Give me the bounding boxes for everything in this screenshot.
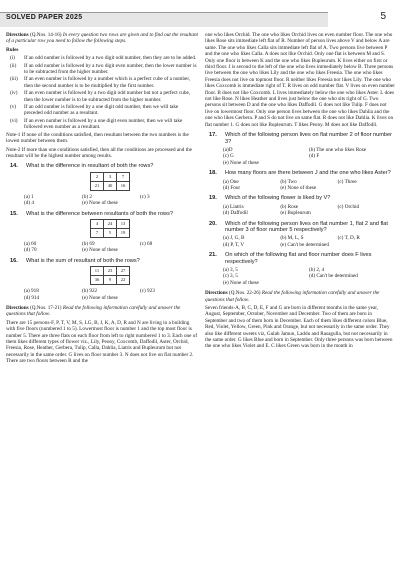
right-column [205,32,395,352]
option: (c) G [223,153,234,160]
option: (a) 918 [24,288,39,295]
question-15: 15. What is the difference between resultants of both the rows? [10,210,173,217]
option: (c) Orchid [337,203,360,210]
option: (a) One [223,178,239,185]
options [6,288,198,301]
grid-cell: 16 [117,181,130,190]
rule-item: (iv) If an even number is followed by a two digit odd number but not a perfect cube, then the lower number is to be subtracted from the higher number. [10,90,191,103]
option: (e) None of these [280,184,317,191]
option: (c) Three [337,178,357,185]
grid-cell: 40 [104,181,117,190]
option: (d) P, T, V [223,241,245,248]
grid-cell: 24 [104,219,117,228]
options [205,147,395,166]
question-21: 21. On which of the following flat and floor number does F lives respectively? [209,252,372,265]
question-18: 18. How many floors are there between J and the one who likes Aster? [209,170,391,177]
grid-cell: 7 [117,172,130,181]
option: (c) 68 [140,240,153,247]
grid-cell: 13 [117,219,130,228]
option: (d) F [309,153,320,160]
option: (b) The one who likes Rose [309,146,367,153]
puzzle-continuation: one who likes Orchid. The one who likes Orchid lives on even number floor. The one who likes Rose sits immediate left flat of R. Number of person lives above V and below A are same. The one who likes Calla sits immediate left flat of A. Two persons live between P and the one who likes Calla. A does not like Orchid. Only one flat is between M and S. Only one floor is between K and the one who likes Bupleurum. K lives either on first or third floor. J is second to the left of the one who lives immediately below B. Three persons live between the one who likes Lily and the one who likes Freesia. The one who likes Freesia does not live on topmost floor. R neither likes Freesia nor likes Lily. The one who likes Coxcomb is immediate right of T. R lives on odd number flat. V lives on even number floor. B does not like Coxcomb. L lives immediately below the one who likes Aster. L does not like Rose. N likes Heather and lives just below the one who sits right of G. Two persons sit between D and the one who likes Daffodil. G does not like Tulip. F does not live on lowermost floor. Only one person lives between the one who likes Dahlia and the one who likes Gerbera. P and S do not live on same flat. R does not like Dahlia. K lives on flat number 1. G does not like Bupleurum. T likes Peony. M does not like Daffodil. [205,32,395,128]
grid-cell: 22 [117,276,130,285]
options [205,179,395,192]
option: (c) 3, 5 [223,273,238,280]
option: (e) None of these [223,279,259,286]
option: (e) None of these [223,159,259,166]
option: (c) 3 [140,193,150,200]
number-grid [90,172,130,191]
option: (c) T, D, R [337,235,360,242]
number-grid [90,266,130,285]
rules-title: Rules [6,46,19,53]
grid-cell: 21 [91,181,104,190]
option: (b) Rose [280,203,299,210]
directions-22-26: Directions (Q.Nos. 22-26) Read the following information carefully and answer the questions that follow. [205,290,380,303]
note-1: Note-1 If none of the conditions satisfied, then resultant between the two numbers is the lowest number between them. [6,131,189,145]
options [205,267,395,286]
question-16: 16. What is the sum of resultant of both the rows? [10,257,140,264]
option: (d) 70 [24,247,37,254]
option: (e) None of these [82,247,118,254]
question-17: 17. Which of the following person lives on flat number 2 of floor number 3? [209,132,392,145]
question-19: 19. Which of the following flower is liked by V? [209,195,331,202]
option: (d) 914 [24,294,40,301]
option: (d) Can't be determined [309,273,358,280]
option: (b) M, L, S [280,235,304,242]
grid-cell: 9 [104,276,117,285]
rule-item: (vi) If an even number is followed by a one digit even number, then we will take followed even number as a resultant. [10,117,183,131]
left-column [6,32,198,367]
options [205,235,395,248]
grid-cell: 23 [104,267,117,276]
option: (a)D [223,146,233,153]
page-header [0,0,400,26]
directions-14-16: Directions (Q.Nos. 14-16) In every question two rows are given and to find out the resultant of a particular row you need to follow the following steps. [6,32,198,45]
option: (e) None of these [82,294,118,301]
directions-17-21: Directions (Q.Nos. 17-21) Read the following information carefully and answer the questions that follow. [6,304,181,318]
grid-cell: 3 [104,172,117,181]
puzzle-text: There are 15 persons-F, P, T, V, M, S, LG, B, J, K, A, D, R and N are living in a building with five floors (numbered 1 to 5). Lowermost floor is number 1 and the top most floor is number 5. There are three flats on each floor from left to right numbered 1 to 3. Each one of them likes different types of flower viz., Lily, Peony, Coxcomb, Daffodil, Aster, Orchid, Freesia, Rose, Heather, Gerbera, Tulip, Calla, Dahlia, Liatris and Bupleurum but not necessarily in the same order. G lives on floor number 3. N does not live on flat number 2. There are two floors between R and the [6,319,198,365]
rule-item: (i) If an odd number is followed by a two digit odd number, then they are to be added. [10,55,197,62]
question-20: 20. Which of the following person lives on flat number 1, flat 2 and flat number 3 of floor number 5 respectively? [209,220,388,233]
options [205,204,395,217]
grid-cell: 7 [91,228,104,237]
option: (e) Bupleurum [280,210,311,217]
option: (a) 60 [24,240,37,247]
options [6,194,198,207]
grid-cell: 19 [117,228,130,237]
option: (b) 922 [82,288,98,295]
option: (b) 2, 4 [309,267,325,273]
page-number: 5 [380,11,386,22]
option: (a) 1 [24,193,34,200]
number-grid [90,219,130,238]
grid-cell: 4 [91,219,104,228]
option: (b) Two [280,178,297,185]
option: (b) 2 [82,193,92,200]
puzzle-text: Seven friends-A, B, C, D, E, F and G are born in different months in the same year, August, September, October, November and December. Two of them are born in September and two of them born in December. Each of them likes different colors Blue, Red, Violet, Yellow, Green, Pink and Orange, but not necessarily in the same order. They also like different sweets viz, Gulab Jamun, Laddu and Rasagulla, but not necessarily in the same order. G likes Blue and born in September. Only three persons was born between the one who likes Violet and E. C likes Green was born in the month in [205,305,393,350]
paper-title: SOLVED PAPER 2025 [6,14,83,21]
rule-item: (ii) If an odd number is followed by a two digit even number, then the lower number is to be subtracted from the higher number. [10,62,197,76]
rule-item: (v) If an odd number is followed by a one digit odd number, then we will take preceded odd number as a resultant. [10,104,179,117]
option: (d) Four [223,184,241,191]
option: (a) J, G, B [223,235,245,242]
grid-cell: 11 [91,267,104,276]
option: (a) Liatris [223,203,244,210]
option: (c) 923 [140,288,155,295]
grid-cell: 2 [91,172,104,181]
rule-item: (iii) If an even number is followed by a number which is a perfect cube of a number, then the second number is to be multiplied by the first number. [10,76,191,89]
options [6,241,198,254]
option: (b) 69 [82,240,95,247]
grid-cell: 5 [104,228,117,237]
grid-cell: 36 [91,276,104,285]
option: (d) Daffodil [223,210,248,217]
option: (a) 3, 5 [223,267,238,273]
grid-cell: 27 [117,267,130,276]
option: (e) None of these [82,200,118,207]
option: (e) Can't be determined [280,241,329,248]
option: (d) 4 [24,200,34,207]
question-14: 14. What is the difference in resultant of both the rows? [10,163,154,170]
note-2: Note-2 If more than one conditions satisfied, then all the conditions are processed and the resultant will be the highest number among results. [6,146,192,159]
